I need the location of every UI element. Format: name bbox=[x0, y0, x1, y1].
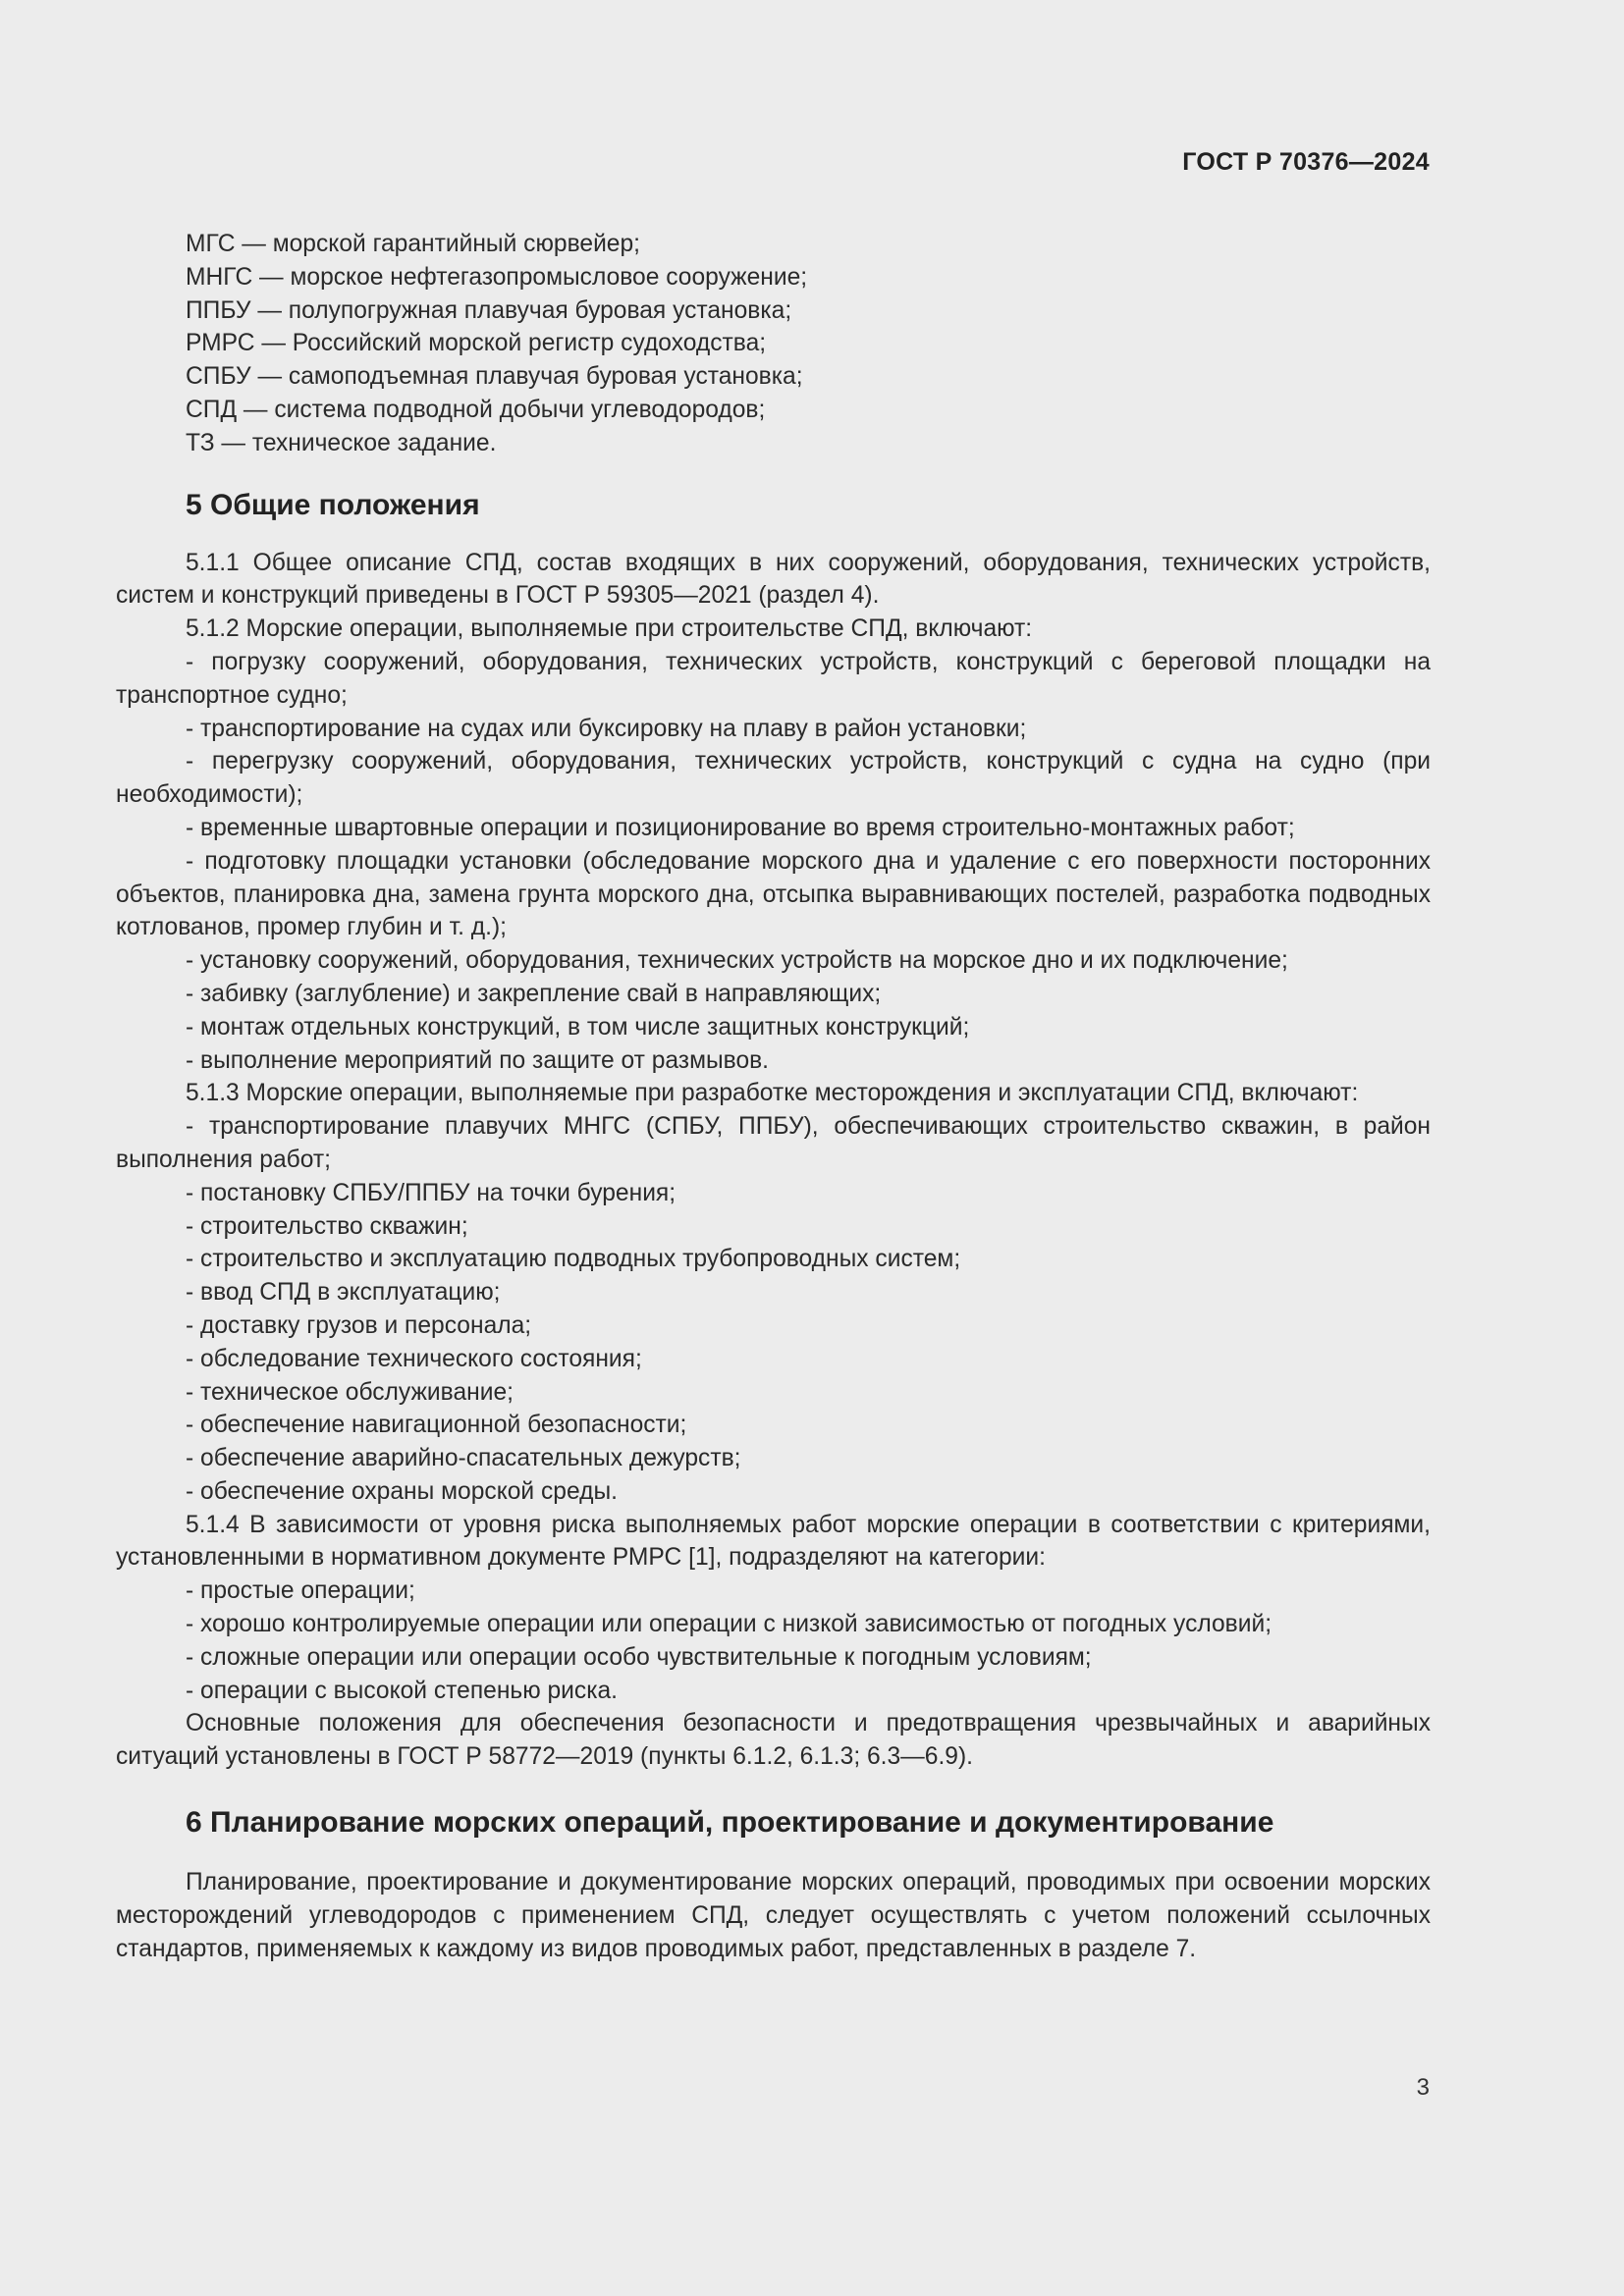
abbreviation-item: РМРС — Российский морской регистр судоходства; bbox=[186, 330, 767, 357]
paragraph: Основные положения для обеспечения безопасности и предотвращения чрезвычайных и аварийных ситуаций установлены в ГОСТ Р 58772—2019 (пункты 6.1.2, 6.1.3; 6.3—6.9). bbox=[116, 1710, 1431, 1771]
list-item: - погрузку сооружений, оборудования, технических устройств, конструкций с береговой площадки на транспортное судно; bbox=[116, 648, 1431, 709]
list-item: - обеспечение навигационной безопасности; bbox=[186, 1412, 687, 1439]
paragraph: 5.1.2 Морские операции, выполняемые при строительстве СПД, включают: bbox=[186, 615, 1033, 643]
list-item: - операции с высокой степенью риска. bbox=[186, 1677, 619, 1704]
paragraph: Планирование, проектирование и документирование морских операций, проводимых при освоении морских месторождений углеводородов с применением СПД, следует осуществлять с учетом положений ссылочных стандартов, применяемых к каждому из видов проводимых работ, представленных в разделе 7. bbox=[116, 1869, 1431, 1962]
list-item: - техническое обслуживание; bbox=[186, 1378, 514, 1406]
list-item: - обеспечение аварийно-спасательных дежурств; bbox=[186, 1445, 741, 1472]
abbreviations-list bbox=[116, 228, 1431, 460]
list-item: - транспортирование плавучих МНГС (СПБУ, ППБУ), обеспечивающих строительство скважин, в район выполнения работ; bbox=[116, 1113, 1431, 1173]
list-item: - транспортирование на судах или буксировку на плаву в район установки; bbox=[186, 715, 1027, 742]
list-item: - обеспечение охраны морской среды. bbox=[186, 1477, 618, 1505]
list-item: - монтаж отдельных конструкций, в том числе защитных конструкций; bbox=[186, 1013, 970, 1041]
list-item: - строительство скважин; bbox=[186, 1212, 468, 1240]
list-item: - сложные операции или операции особо чувствительные к погодным условиям; bbox=[186, 1643, 1092, 1671]
list-item: - простые операции; bbox=[186, 1577, 415, 1605]
list-item: - установку сооружений, оборудования, технических устройств на морское дно и их подключение; bbox=[186, 947, 1288, 975]
list-item: - обследование технического состояния; bbox=[186, 1345, 642, 1372]
section-5-heading: 5 Общие положения bbox=[186, 488, 480, 521]
paragraph: 5.1.4 В зависимости от уровня риска выполняемых работ морские операции в соответствии с критериями, установленными в нормативном документе РМРС [1], подразделяют на категории: bbox=[116, 1511, 1431, 1572]
list-item: - временные швартовные операции и позиционирование во время строительно-монтажных работ; bbox=[186, 814, 1295, 841]
page-content bbox=[116, 228, 1431, 1965]
section-6-heading: 6 Планирование морских операций, проектирование и документирование bbox=[186, 1806, 1274, 1840]
page-number: 3 bbox=[1416, 2074, 1430, 2101]
list-item: - выполнение мероприятий по защите от размывов. bbox=[186, 1046, 770, 1074]
paragraph: 5.1.1 Общее описание СПД, состав входящих в них сооружений, оборудования, технических устройств, систем и конструкций приведены в ГОСТ Р 59305—2021 (раздел 4). bbox=[116, 549, 1431, 610]
list-item: - хорошо контролируемые операции или операции с низкой зависимостью от погодных условий; bbox=[186, 1611, 1272, 1638]
abbreviation-item: СПД — система подводной добычи углеводородов; bbox=[186, 396, 766, 423]
list-item: - доставку грузов и персонала; bbox=[186, 1311, 532, 1339]
document-code: ГОСТ Р 70376—2024 bbox=[1182, 148, 1430, 176]
abbreviation-item: МНГС — морское нефтегазопромысловое сооружение; bbox=[186, 263, 808, 291]
list-item: - постановку СПБУ/ППБУ на точки бурения; bbox=[186, 1179, 677, 1206]
abbreviation-item: МГС — морской гарантийный сюрвейер; bbox=[186, 231, 640, 257]
list-item: - ввод СПД в эксплуатацию; bbox=[186, 1279, 501, 1307]
list-item: - строительство и эксплуатацию подводных трубопроводных систем; bbox=[186, 1246, 961, 1273]
section-6-body bbox=[116, 1866, 1431, 1965]
list-item: - забивку (заглубление) и закрепление свай в направляющих; bbox=[186, 980, 882, 1007]
list-item: - подготовку площадки установки (обследование морского дна и удаление с его поверхности посторонних объектов, планировка дна, замена грунта морского дна, отсыпка выравнивающих постелей, разработка подводных котлованов, промер глубин и т. д.); bbox=[116, 847, 1431, 941]
paragraph: 5.1.3 Морские операции, выполняемые при разработке месторождения и эксплуатации СПД, включают: bbox=[186, 1080, 1359, 1107]
abbreviation-item: ТЗ — техническое задание. bbox=[186, 429, 497, 456]
section-5-body bbox=[116, 547, 1431, 1774]
abbreviation-item: СПБУ — самоподъемная плавучая буровая установка; bbox=[186, 363, 803, 391]
list-item: - перегрузку сооружений, оборудования, технических устройств, конструкций с судна на судно (при необходимости); bbox=[116, 748, 1431, 809]
abbreviation-item: ППБУ — полупогружная плавучая буровая установка; bbox=[186, 296, 792, 324]
